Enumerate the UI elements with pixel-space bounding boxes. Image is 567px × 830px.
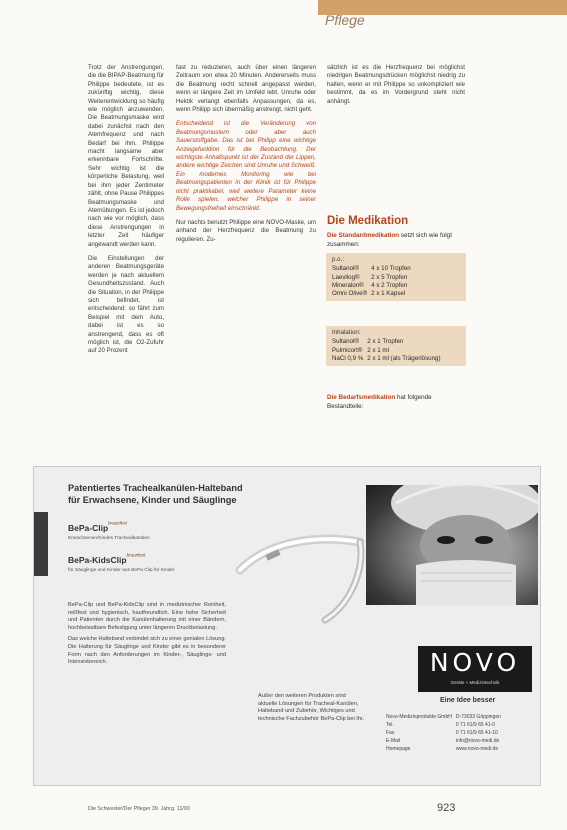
drug-dose: 2 x 1 ml (als Trägerlösung) — [367, 354, 441, 362]
contact-row — [386, 713, 505, 721]
contact-title: Eine Idee besser — [440, 697, 496, 704]
contact-row — [386, 729, 505, 737]
contact-label: Novo-Medizinprodukte GmbH — [386, 714, 452, 720]
drug-name: Pulmicort® — [332, 346, 363, 354]
contact-value: info@novo-medi.de — [455, 738, 500, 744]
contact-row — [386, 737, 505, 745]
paragraph: Nur nachts benutzt Philippe eine NOVO-Maske, um anhand der Herzfrequenz die Beatmung zu regulieren. Zu- — [176, 218, 316, 243]
contact-table — [386, 713, 505, 753]
brand-tag: braunfest — [108, 520, 127, 526]
ad-paragraph: Das weiche Halteband verbindet sich zu einer genialen Lösung. Die Halterung für Säuglinge und Kinder gibt es in besonderer Form nach den Anforderungen im Kinder-, Säuglings- und Intensivbereich. — [68, 636, 226, 666]
paragraph: Trotz der Anstrengungen, die die BIPAP-Beatmung für Philippe bedeutete, ist es zukünftig wichtig, diese Weiterentwicklung so häufig wie möglich anzuwenden. Die Beatmungsmaske wird dabei zunächst nach den Atemfrequenz und nach Bedarf bei ihm. Philippe macht langsame aber erkennbare Fortschritte. Sehr wichtig ist die körperliche Belastung, weil bei ihm jeder Zentimeter zählt, ohne Pause Philippes Beatmungsmaske und Atemübungen. Es ist jedoch nach wie vor möglich, dass diese Anstrengungen in letzter Zeit häufiger angewandt werden kann. — [88, 64, 164, 248]
paragraph: Die Einstellungen der anderen Beatmungsgeräte werden je nach aktuellem Gesundheitszustand. Auch die Situation, in der Philippe sich befindet, ist entscheidend: so fährt zum Beispiel mit dem Auto, dabei ist es so anstrengend, dass es oft möglich ist, die O2-Zufuhr auf 20 Prozent — [88, 254, 164, 355]
table-row — [332, 274, 415, 282]
on-demand-medication-lead — [327, 394, 465, 411]
contact-value: www.novo-medi.de — [455, 746, 499, 752]
contact-row — [386, 745, 505, 753]
highlighted-paragraph: Entscheidend ist die Veränderung von Beatmungsmustern oder aber auch Sauerstoffgabe. Das ist bei Philipp eine wichtige Anzeigefunktion für die Beobachtung. Der wichtigste Anhaltspunkt ist der Zustand der Lippen, andere wichtige Zeichen sind Unruhe und Schweiß. Ein modernes Monitoring wie bei Beatmungspatienten in der Klinik ist für Philippe nicht praktikabel, weil weitere Parameter keine Rolle spielen, welcher Philippe in seiner Bewegungsfreiheit einschränkt. — [176, 120, 316, 212]
page-number: 923 — [437, 802, 456, 814]
box-heading: p.o.: — [332, 256, 345, 263]
medication-table — [332, 265, 415, 298]
drug-name: Mineralon® — [332, 281, 364, 289]
medication-lead — [327, 232, 465, 249]
drug-name: NaCl 0,9 % — [332, 354, 364, 362]
lead-text: setzt sich wie folgt zusammen: — [327, 232, 452, 248]
ad-paragraph: BePa-Clip und BePa-KidsClip sind in medizinischer Reinheit, reißfest und hygienisch, hautfreundlich. Eine hohe Sicherheit und Patienten durch die Kanülenhalterung mit einer Bändern, hochbelastbare Befestigung unter längeren Druckbelastung. — [68, 602, 226, 631]
brand-bepa-clip — [68, 518, 150, 541]
medication-box-po — [326, 253, 466, 301]
drug-dose: 4 x 10 Tropfen — [371, 265, 411, 273]
table-row — [332, 355, 445, 363]
drug-dose: 2 x 1 Tropfen — [367, 338, 404, 346]
logo-tagline: Geräte + Medizintechnik — [450, 680, 500, 685]
paragraph: fast zu reduzieren, auch über einen längeren Zeitraum von etwa 20 Minuten. Andererseits muss die Beatmung recht schnell angepasst werden, wenn er längere Zeit im Umfeld lebt. Unruhe oder Hektik verlangt ebenfalls Anpassungen, da es, wenn Philipp sich übermäßig anstrengt, nicht geht. — [176, 64, 316, 114]
table-row — [332, 290, 415, 298]
brand-subtitle: für Säuglinge und Kinder aus BePa Clip für Kinder — [68, 568, 175, 573]
table-row — [332, 265, 415, 273]
table-row — [332, 282, 415, 290]
drug-dose: 4 x 2 Tropfen — [371, 281, 408, 289]
table-row — [332, 347, 445, 355]
drug-dose: 2 x 5 Tropfen — [371, 273, 408, 281]
table-row — [332, 338, 445, 346]
text-column-1 — [88, 64, 164, 362]
contact-value: 0 71 61/9 65 41-0 — [455, 722, 496, 728]
footer-source: Die Schwester/Der Pfleger 39. Jahrg. 11/00 — [88, 806, 190, 812]
lead-bold: Die Bedarfsmedikation — [327, 394, 396, 401]
contact-label: Homepage — [386, 746, 411, 752]
logo-wordmark: NOVO — [429, 648, 521, 677]
text-column-2 — [176, 64, 316, 250]
product-clip-image — [230, 520, 370, 630]
brand-tag: braunfest — [126, 552, 146, 558]
medication-table — [332, 338, 445, 363]
novo-logo — [418, 646, 532, 692]
contact-row — [386, 721, 505, 729]
ad-title-line: Patentiertes Trachealkanülen-Halteband — [68, 483, 243, 493]
section-heading-medikation: Die Medikation — [327, 215, 409, 227]
ad-title-line: für Erwachsene, Kinder und Säuglinge — [68, 495, 237, 505]
drug-name: Sultanol® — [332, 338, 359, 346]
drug-name: Omni Olive® — [332, 290, 368, 298]
contact-label: Fax — [386, 730, 395, 736]
drug-name: Laevilog® — [332, 273, 360, 281]
contact-value: D-73033 Göppingen — [455, 714, 501, 720]
contact-label: E-Mail — [386, 738, 401, 744]
ad-photo-face-mask — [366, 485, 538, 605]
drug-dose: 2 x 1 ml — [367, 346, 389, 354]
contact-value: 0 71 61/9 65 41-10 — [455, 730, 498, 736]
ad-text-secondary: Außer den weiteren Produkten sind aktuelle Lösungen für Tracheal-Kanülen, Halteband und Zubehör, Wichtiges und technische Fachzubehör BePa-Clip bei Ihr. — [258, 693, 365, 722]
ad-title — [68, 482, 243, 506]
photo-illustration — [366, 485, 538, 605]
lead-text: hat folgende Bestandteile: — [327, 394, 432, 410]
paragraph: sätzlich ist es die Herzfrequenz bei möglichst niedrigen Beatmungsdrücken möglichst niedrig zu halten, wenn er mit Philippe so unkompliziert wie bestimmt, da es im Vordergrund steht nicht anhängt. — [327, 64, 465, 105]
lead-bold: Die Standardmedikation — [327, 232, 400, 239]
brand-name: BePa-Clip — [68, 523, 109, 533]
drug-name: Sultanol® — [332, 265, 359, 273]
brand-name: BePa-KidsClip — [68, 555, 127, 565]
ad-text-main — [68, 602, 226, 667]
drug-dose: 2 x 1 Kapsel — [371, 290, 406, 298]
section-header-title: Pflege — [325, 12, 365, 28]
text-column-3 — [327, 64, 465, 112]
ad-accent-bar — [34, 512, 48, 576]
brand-subtitle: Erwachsenen/Kindes Trachealkanülen — [68, 536, 150, 541]
contact-label: Tel. — [386, 722, 394, 728]
medication-box-inhalation — [326, 326, 466, 366]
brand-bepa-kidsclip — [68, 550, 175, 573]
box-heading: Inhalation: — [332, 329, 361, 336]
